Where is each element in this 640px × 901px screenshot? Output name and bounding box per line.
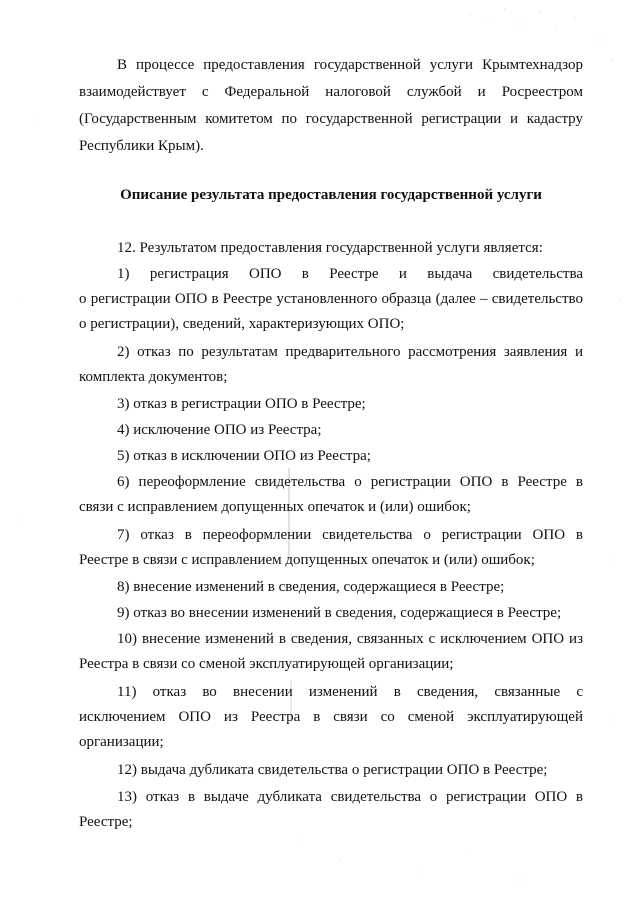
intro-line-3: (Государственным комитетом по государственной регистрации и кадастру: [79, 111, 583, 127]
list-item-11-line-1: 11) отказ во внесении изменений в сведения, связанные с: [117, 684, 583, 700]
intro-line-2: взаимодействует с Федеральной налоговой службой и Росреестром: [79, 84, 583, 100]
list-item-1-line-3: о регистрации), сведений, характеризующих ОПО;: [79, 316, 405, 332]
item12-intro: 12. Результатом предоставления государственной услуги является:: [117, 240, 543, 256]
list-item-2-line-1: 2) отказ по результатам предварительного рассмотрения заявления и: [117, 344, 583, 360]
list-item-2-line-2: комплекта документов;: [79, 369, 228, 385]
list-item-13-line-2: Реестре;: [79, 814, 133, 830]
intro-line-4: Республики Крым).: [79, 138, 204, 154]
list-item-4: 4) исключение ОПО из Реестра;: [117, 422, 322, 438]
list-item-5: 5) отказ в исключении ОПО из Реестра;: [117, 448, 371, 464]
list-item-7-line-1: 7) отказ в переоформлении свидетельства о регистрации ОПО в: [117, 527, 583, 543]
list-item-9: 9) отказ во внесении изменений в сведения, содержащиеся в Реестре;: [117, 605, 562, 621]
list-item-11-line-3: организации;: [79, 734, 164, 750]
list-item-6-line-1: 6) переоформление свидетельства о регистрации ОПО в Реестре в: [117, 474, 583, 490]
list-item-6-line-2: связи с исправлением допущенных опечаток и (или) ошибок;: [79, 499, 471, 515]
intro-line-1: В процессе предоставления государственной услуги Крымтехнадзор: [117, 57, 583, 73]
list-item-1-line-1: 1) регистрация ОПО в Реестре и выдача свидетельства: [117, 266, 583, 282]
list-item-1-line-2: о регистрации ОПО в Реестре установленного образца (далее – свидетельство: [79, 291, 583, 307]
list-item-10-line-2: Реестра в связи со сменой эксплуатирующей организации;: [79, 656, 454, 672]
section-heading: Описание результата предоставления государственной услуги: [120, 187, 542, 203]
list-item-13-line-1: 13) отказ в выдаче дубликата свидетельства о регистрации ОПО в: [117, 789, 583, 805]
list-item-12: 12) выдача дубликата свидетельства о регистрации ОПО в Реестре;: [117, 762, 548, 778]
list-item-11-line-2: исключением ОПО из Реестра в связи со сменой эксплуатирующей: [79, 709, 583, 725]
list-item-10-line-1: 10) внесение изменений в сведения, связанных с исключением ОПО из: [117, 631, 583, 647]
list-item-7-line-2: Реестре в связи с исправлением допущенных опечаток и (или) ошибок;: [79, 552, 535, 568]
list-item-3: 3) отказ в регистрации ОПО в Реестре;: [117, 396, 366, 412]
list-item-8: 8) внесение изменений в сведения, содержащиеся в Реестре;: [117, 579, 505, 595]
